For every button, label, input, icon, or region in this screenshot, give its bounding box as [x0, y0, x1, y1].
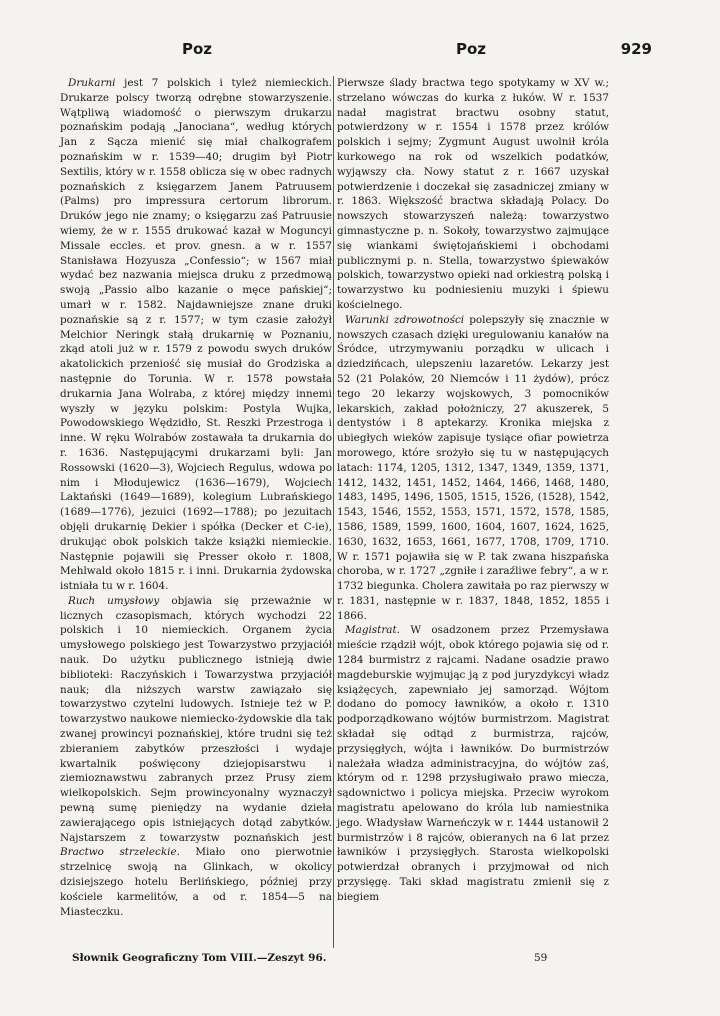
footer-sheet-number: 59: [534, 952, 548, 964]
section-keyword: Drukarni: [68, 77, 116, 89]
section-keyword: Warunki zdrowotności: [345, 313, 465, 326]
header-right-keyword: Poz: [456, 40, 487, 58]
paragraph-text: jest 7 polskich i tyleż niemieckich. Drukarze polscy tworzą odrębne stowarzyszenie. Wątpliwą wiadomość o pierwszym drukarzu poznańskim podają „Janociana“, według których Jan z Sącza mienić się miał chalkografem poznańskim w r. 1539—40; drugim był Piotr Sextilis, który w r. 1558 oblicza się w obec radnych poznańskich z księgarzem Janem Patruusem (Palms) pro impressura certorum librorum. Druków jego nie znamy; o księgarzu zaś Patruusie wiemy, że w r. 1555 drukować kazał w Moguncyi Missale eccles. et prov. gnesn. a w r. 1557 Stanisława Hozyusza „Confessio“; w 1567 miał wydać bez nazwania miejsca druku z przedmową swoją „Passio albo kazanie o męce pańskiej“; umarł w r. 1582. Najdawniejsze znane druki poznańskie są z r. 1577; w tym czasie założył Melchior Neringk stałą drukarnię w Poznaniu, zkąd atoli już w r. 1579 z powodu swych druków akatolickich przeniość się musiał do Grodziska a następnie do Torunia. W r. 1578 powstała drukarnia Jana Wolraba, z której między innemi wyszły w języku polskim: Postyla Wujka, Powodowskiego Wędzidło, St. Reszki Przestroga i inne. W ręku Wolrabów zostawała ta drukarnia do r. 1636. Następującymi drukarzami byli: Jan Rossowski (1620—3), Wojciech Regulus, wdowa po nim i Młodujewicz (1636—1679), Wojciech Laktański (1649—1689), kolegium Lubrańskiego (1689—1776), jezuici (1692—1788); po jezuitach objęli drukarnię Dekier i spółka (Decker et C-ie), drukując obok polskich także książki niemieckie. Następnie pojawili się Presser około r. 1808, Mehlwald około 1815 r. i inni. Drukarnia żydowska istniała tu w r. 1604.: [60, 77, 332, 593]
section-keyword: Bractwo strzeleckie: [60, 846, 177, 859]
footer-publication: Słownik Geograficzny Tom VIII.—Zeszyt 96.: [72, 952, 327, 964]
page-header: [60, 40, 660, 64]
paragraph-health-conditions: [337, 313, 609, 624]
left-column: [60, 76, 332, 919]
column-divider: [333, 76, 334, 948]
page-number: 929: [620, 40, 652, 58]
paragraph-continuation: Pierwsze ślady bractwa tego spotykamy w XV w.; strzelano wówczas do kurka z łuków. W r. 1537 nadał magistrat bractwu osobny statut, potwierdzony w r. 1554 i 1578 przez królów polskich i sejmy; Zygmunt August uwolnił króla kurkowego na rok od wszelkich podatków, wyjąwszy cła. Nowy statut z r. 1667 uzyskał potwierdzenie i doczekał się zasadniczej zmiany w r. 1863. Większość bractwa składają Polacy. Do nowszych stowarzyszeń należą: towarzystwo gimnastyczne p. n. Sokoły, towarzystwo zajmujące się wiankami świętojańskiemi i obchodami publicznymi p. n. Stella, towarzystwo śpiewaków polskich, towarzystwo opieki nad orkiestrą polską i towarzystwo ku podniesieniu muzyki i śpiewu kościelnego.: [337, 77, 609, 311]
page-footer: [60, 952, 660, 968]
right-column: [337, 76, 609, 905]
paragraph-intellectual-movement: [60, 594, 332, 920]
paragraph-text: polepszyły się znacznie w nowszych czasach dzięki uregulowaniu kanałów na Śródce, utrzymywaniu porządku w ulicach i dziedzińcach, ulepszeniu lazaretów. Lekarzy jest 52 (21 Polaków, 20 Niemców i 11 żydów), prócz tego 20 lekarzy wojskowych, 3 pomocników lekarskich, zakład położniczy, 27 akuszerek, 5 dentystów i 8 aptekarzy. Kronika miejska z ubiegłych wieków zapisuje tysiące ofiar powietrza morowego, które srożyło się tu w następujących latach: 1174, 1205, 1312, 1347, 1349, 1359, 1371, 1412, 1432, 1451, 1452, 1464, 1466, 1468, 1480, 1483, 1495, 1496, 1505, 1515, 1526, (1528), 1542, 1543, 1546, 1552, 1553, 1571, 1572, 1578, 1585, 1586, 1589, 1599, 1600, 1604, 1607, 1624, 1625, 1630, 1632, 1653, 1661, 1677, 1708, 1709, 1710. W r. 1571 pojawiła się w P. tak zwana hiszpańska choroba, w r. 1727 „zgniłe i zaraźliwe febry“, a w r. 1732 biegunka. Cholera zawitała po raz pierwszy w r. 1831, następnie w r. 1837, 1848, 1852, 1855 i 1866.: [337, 313, 609, 622]
paragraph-magistrate: [337, 623, 609, 904]
section-keyword: Magistrat.: [345, 624, 400, 637]
paragraph-text: . Miało ono pierwotnie strzelnicę swoją na Glinkach, w okolicy dzisiejszego hotelu Berlińskiego, później przy kościele karmelitów, a od r. 1854—5 na Miasteczku.: [60, 846, 332, 918]
paragraph-text: objawia się przeważnie w licznych czasopismach, których wychodzi 22 polskich i 10 niemieckich. Organem życia umysłowego polskiego jest Towarzystwo przyjaciół nauk. Do użytku publicznego istnieją dwie biblioteki: Raczyńskich i Towarzystwa przyjaciół nauk; dla niższych warstw zawiązało się towarzystwo czytelni ludowych. Istnieje też w P. towarzystwo naukowe niemiecko-żydowskie dla tak zwanej prowincyi poznańskiej, które trudni się też zbieraniem zabytków przeszłości i wydaje kwartalnik poświęcony dziejopisarstwu i ziemioznawstwu zabranych przez Prusy ziem wielkopolskich. Sejm prowincyonalny wyznaczył pewną sumę pieniędzy na wydanie dzieła zawierającego opis istniejących dotąd zabytków. Najstarszem z towarzystw poznańskich jest: [60, 594, 332, 844]
paragraph-text: W osadzonem przez Przemysława mieście rządził wójt, obok którego pojawia się od r. 1284 burmistrz z rajcami. Nadane osadzie prawo magdeburskie wyjmując ją z pod juryzdykcyi władz książęcych, zapewniało jej samorząd. Wójtom dodano do pomocy ławników, a około r. 1310 podporządkowano wójtów burmistrzom. Magistrat składał się odtąd z burmistrza, rajców, przysięgłych, wójta i ławników. Do burmistrzów należała władza administracyjna, do wójtów zaś, którym od r. 1298 przysługiwało prawo miecza, sądownictwo i policya miejska. Przeciw wyrokom magistratu apelowano do króla lub namiestnika jego. Władysław Warneńczyk w r. 1444 ustanowił 2 burmistrzów i 8 rajców, obieranych na 6 lat przez ławników i przysięgłych. Starosta wielkopolski potwierdzał obranych i przyjmował od nich przysięgę. Taki skład magistratu zmienił się z biegiem: [337, 624, 609, 903]
paragraph-printing-houses: [60, 76, 332, 594]
header-left-keyword: Poz: [182, 40, 213, 58]
section-keyword: Ruch umysłowy: [68, 594, 160, 607]
